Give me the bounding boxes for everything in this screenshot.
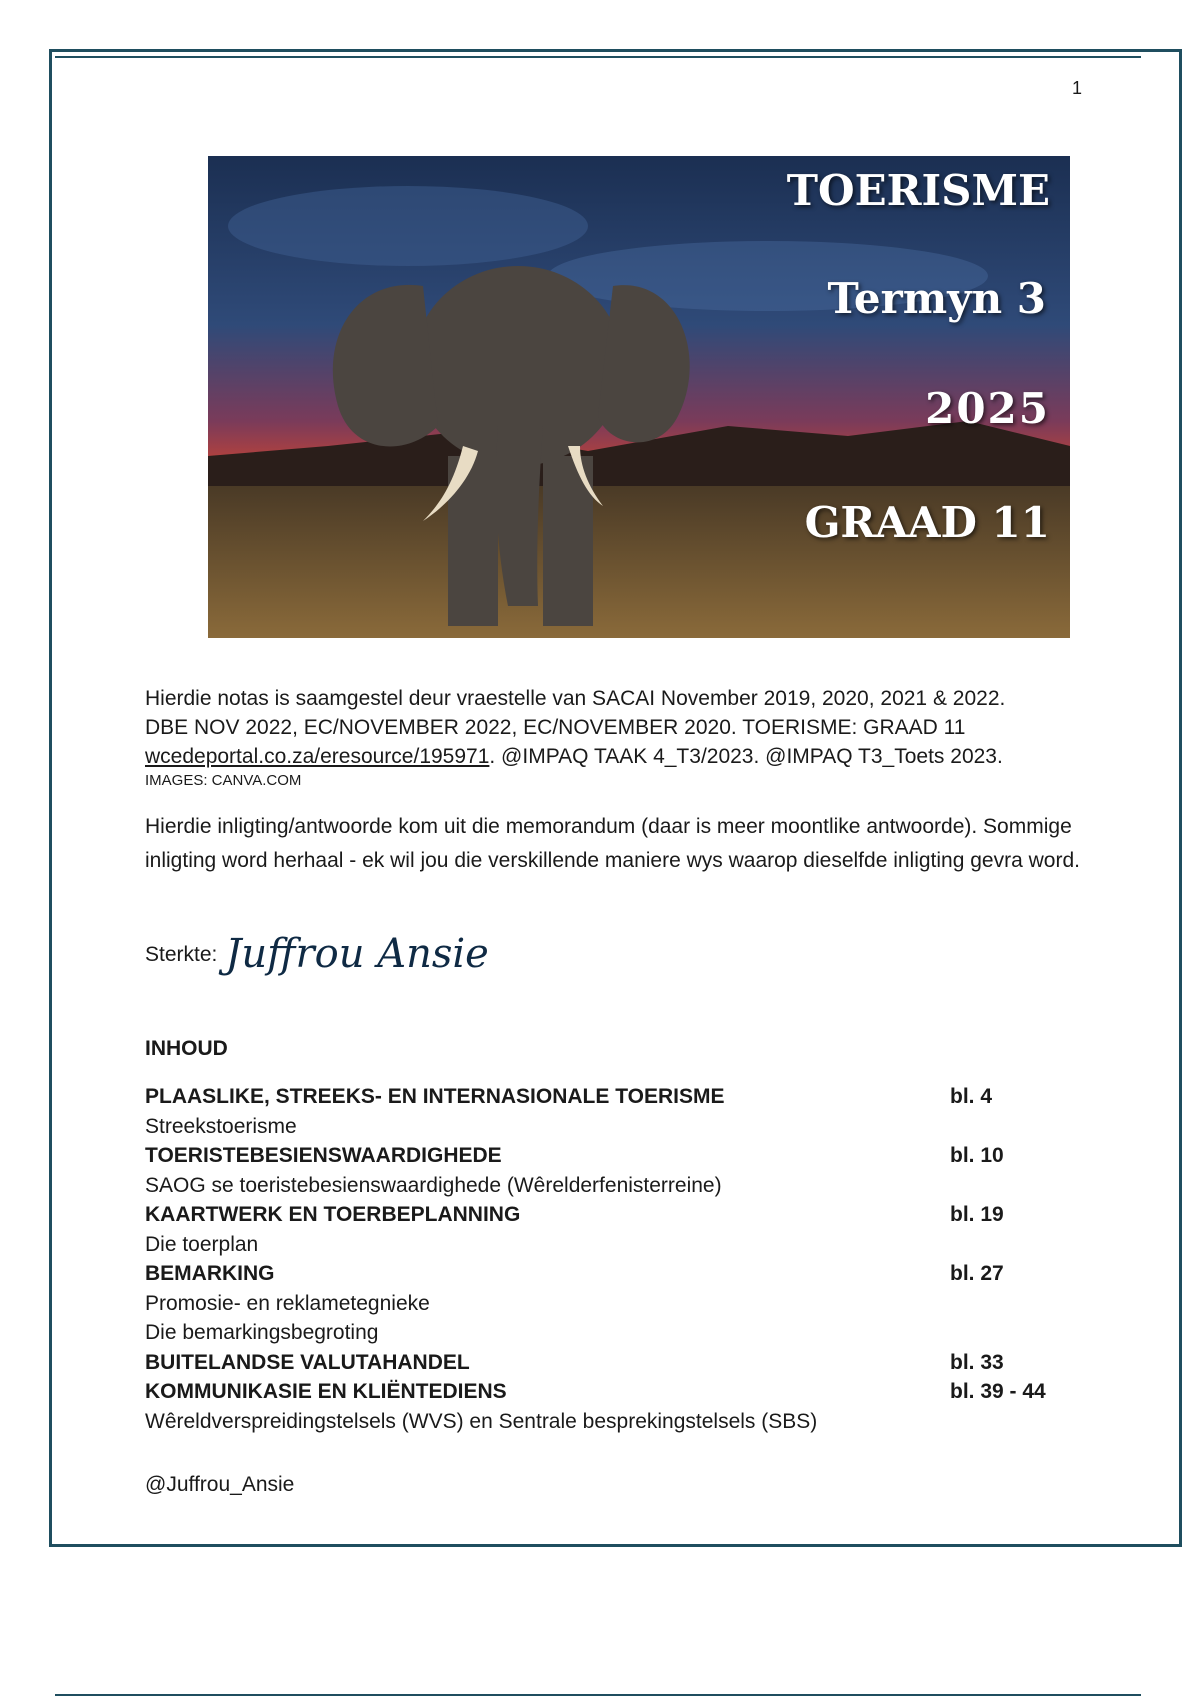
toc-title: BEMARKING: [145, 1262, 275, 1285]
toc-subtitle: Streekstoerisme: [145, 1114, 297, 1138]
sterkte-line: [145, 931, 489, 977]
toc-sub: [145, 1171, 1065, 1201]
page-number: 1: [1072, 78, 1083, 98]
toc-title: KOMMUNIKASIE EN KLIËNTEDIENS: [145, 1380, 507, 1403]
toc-title: KAARTWERK EN TOERBEPLANNING: [145, 1203, 521, 1226]
bottom-rule: [55, 1694, 1141, 1696]
toc-row[interactable]: [145, 1259, 1065, 1289]
toc-subtitle: Promosie- en reklametegnieke: [145, 1291, 430, 1315]
toc-page: bl. 10: [950, 1144, 1004, 1167]
toc-page: bl. 27: [950, 1262, 1004, 1285]
toc-sub: [145, 1230, 1065, 1260]
toc-subtitle: Die bemarkingsbegroting: [145, 1321, 379, 1344]
credits-line-3: [145, 742, 1105, 771]
toc-subtitle: SAOG se toeristebesienswaardighede (Wêrelderfenisterreine): [145, 1173, 722, 1197]
toc-sub: [145, 1289, 1065, 1319]
toc-page: bl. 4: [950, 1085, 993, 1108]
toc-title: PLAASLIKE, STREEKS- EN INTERNASIONALE TOERISME: [145, 1085, 725, 1108]
source-link[interactable]: wcedeportal.co.za/eresource/195971: [145, 745, 490, 768]
images-credit: IMAGES: CANVA.COM: [145, 772, 302, 789]
toc-page: bl. 33: [950, 1350, 1004, 1374]
toc-row[interactable]: [145, 1082, 1065, 1112]
credits-line-1: Hierdie notas is saamgestel deur vraestelle van SACAI November 2019, 2020, 2021 & 2022.: [145, 687, 1006, 710]
credits: [145, 684, 1105, 791]
toc-sub: [145, 1318, 1065, 1348]
cover-term: Termyn 3: [827, 274, 1046, 323]
toc-row[interactable]: [145, 1377, 1065, 1407]
author-handle: @Juffrou_Ansie: [145, 1473, 295, 1496]
table-of-contents: [145, 1082, 1065, 1436]
credits-line-2: DBE NOV 2022, EC/NOVEMBER 2022, EC/NOVEMBER 2020. TOERISME: GRAAD 11: [145, 716, 966, 739]
credits-line-3-rest: . @IMPAQ TAAK 4_T3/2023. @IMPAQ T3_Toets 2023.: [489, 745, 1003, 768]
toc-subtitle: Wêreldverspreidingstelsels (WVS) en Sentrale besprekingstelsels (SBS): [145, 1409, 818, 1433]
toc-page: bl. 19: [950, 1203, 1004, 1226]
sterkte-label: Sterkte:: [145, 943, 218, 966]
toc-sub: [145, 1407, 1065, 1437]
toc-row[interactable]: [145, 1348, 1065, 1378]
toc-page: bl. 39 - 44: [950, 1380, 1046, 1403]
toc-title: BUITELANDSE VALUTAHANDEL: [145, 1350, 470, 1374]
toc-row[interactable]: [145, 1141, 1065, 1171]
toc-row[interactable]: [145, 1200, 1065, 1230]
toc-title: TOERISTEBESIENSWAARDIGHEDE: [145, 1144, 502, 1167]
cover-image: [208, 156, 1070, 638]
signature: Juffrou Ansie: [225, 931, 489, 977]
cover-title: TOERISME: [786, 166, 1050, 215]
top-rule: [55, 56, 1141, 58]
cover-grade: GRAAD 11: [804, 498, 1050, 547]
toc-sub: [145, 1112, 1065, 1142]
toc-subtitle: Die toerplan: [145, 1232, 259, 1256]
inhoud-heading: INHOUD: [145, 1037, 228, 1060]
info-paragraph: Hierdie inligting/antwoorde kom uit die memorandum (daar is meer moontlike antwoorde). Sommige inligting word herhaal - ek wil jou die verskillende maniere wys waarop dieselfde inligting gevra word.: [145, 815, 1080, 872]
cover-year: 2025: [925, 384, 1050, 433]
